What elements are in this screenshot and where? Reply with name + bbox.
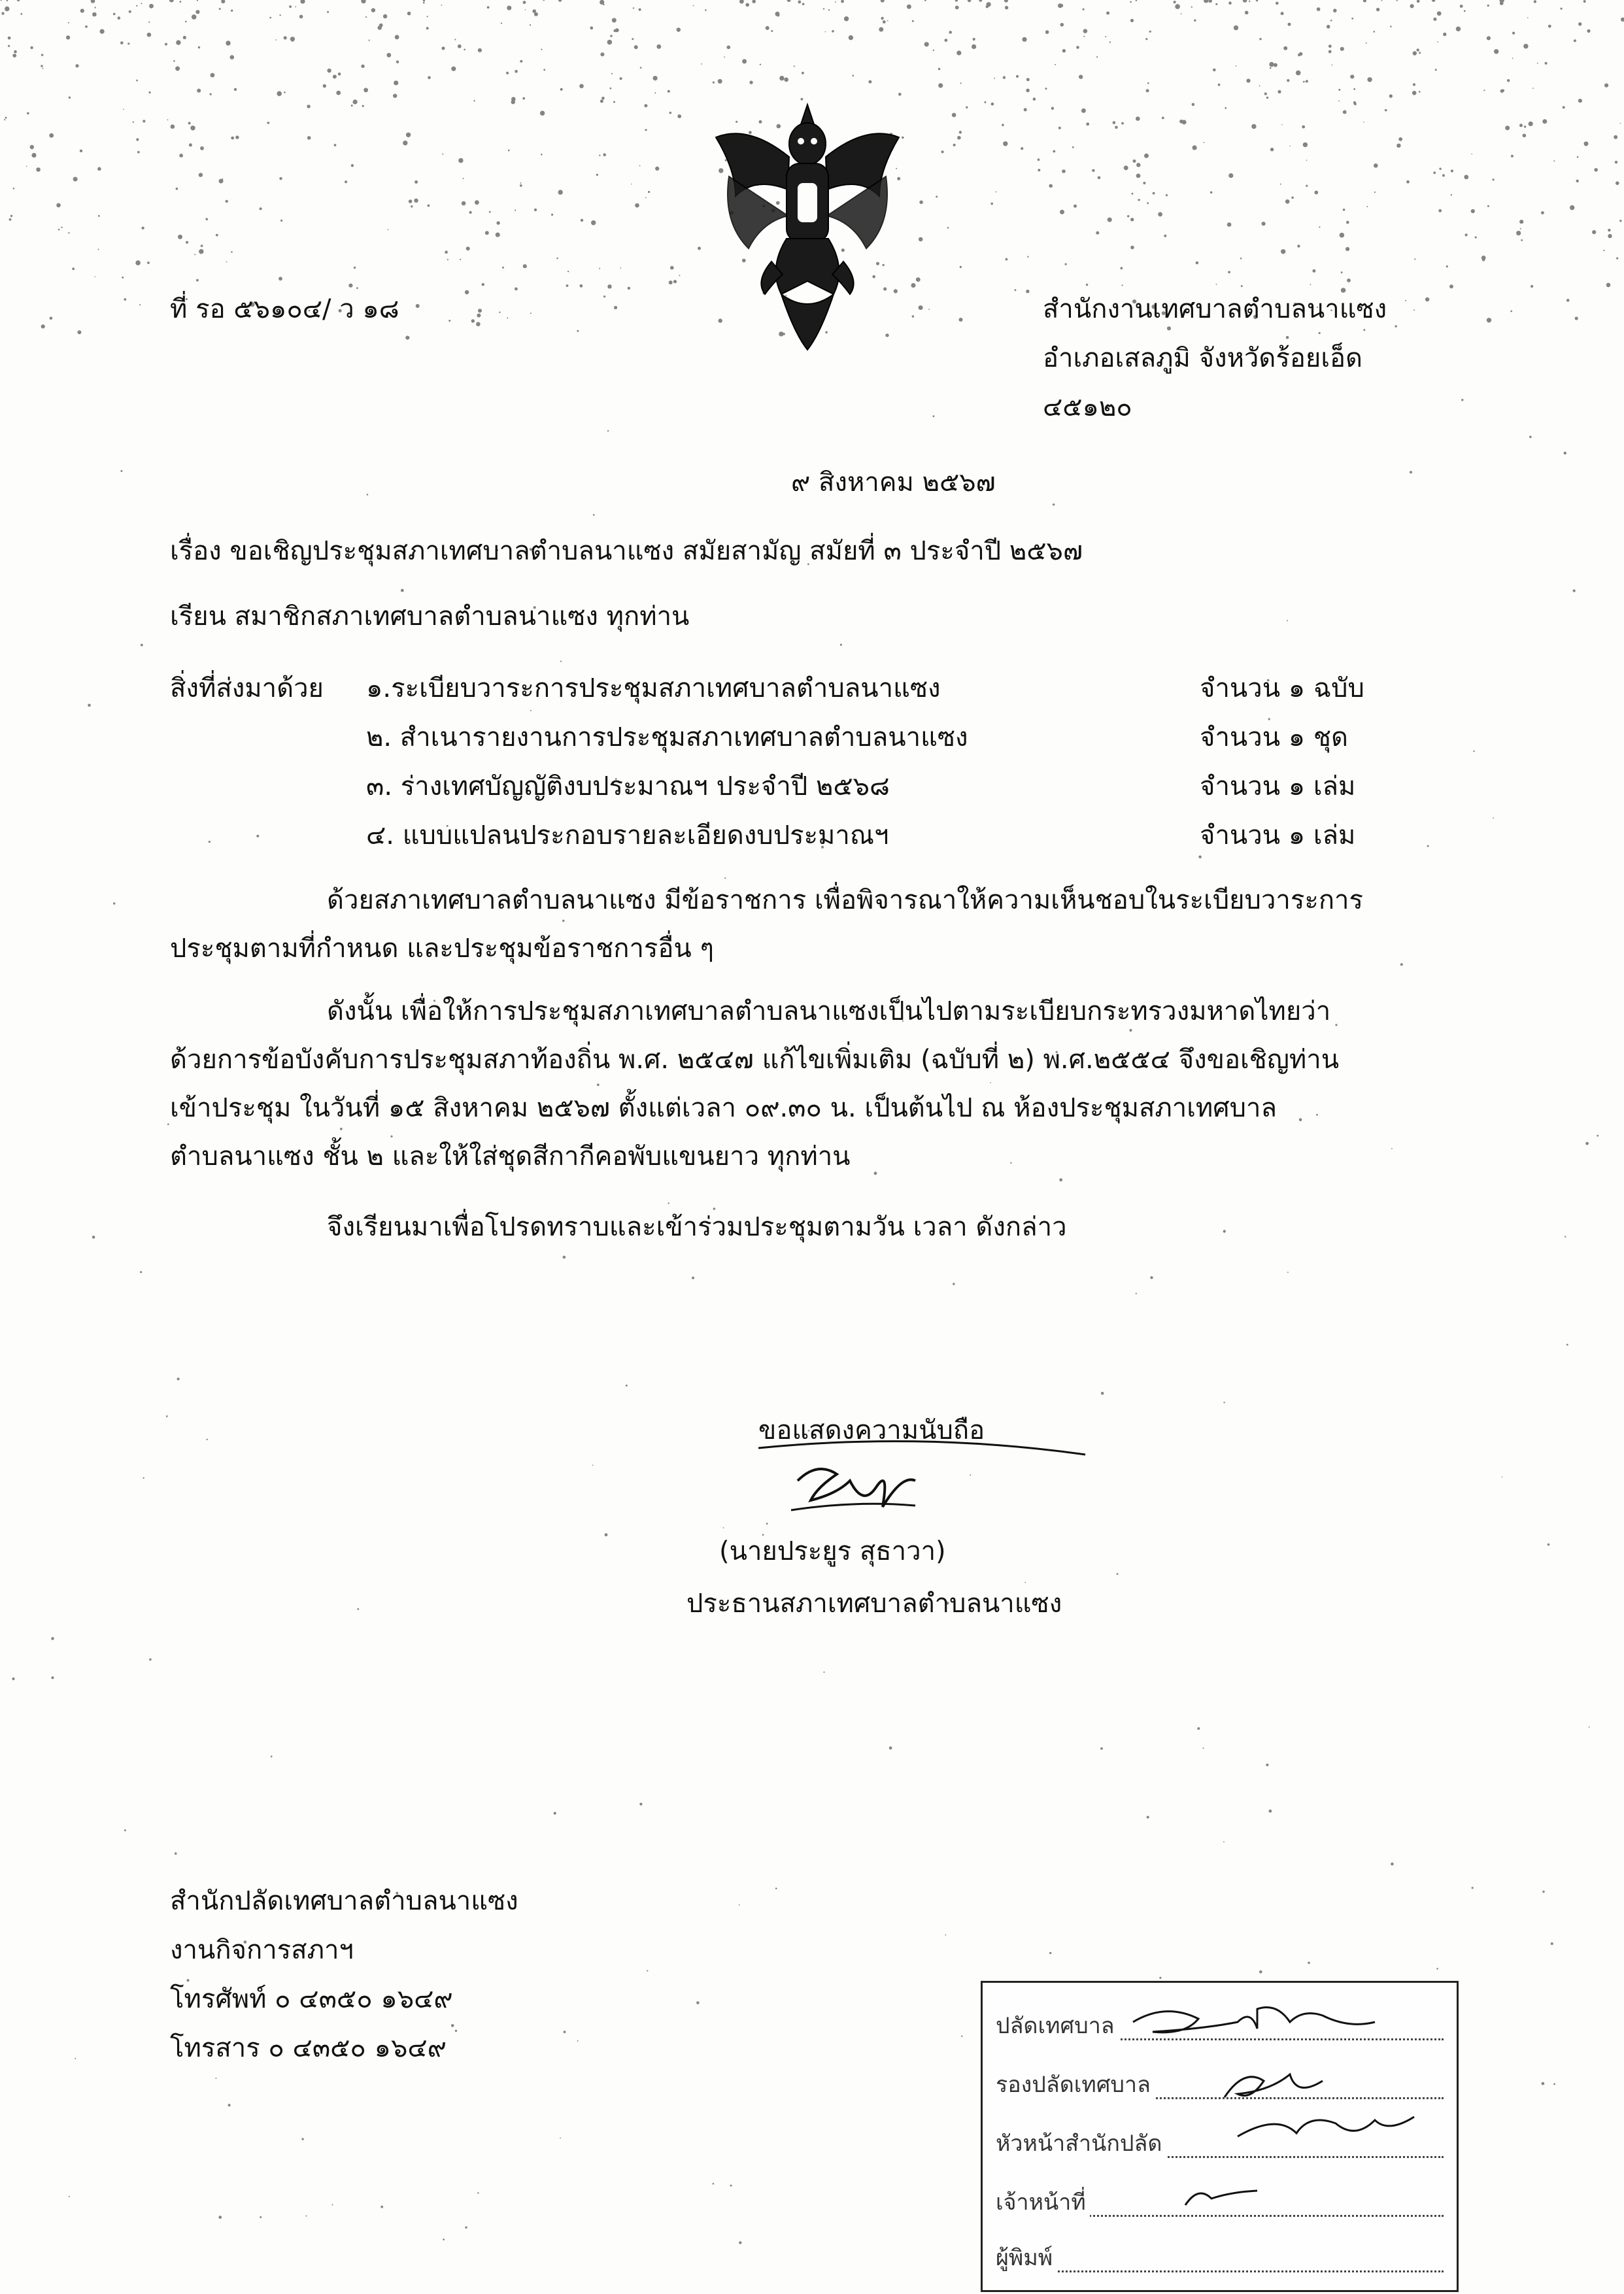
paragraph-line: ด้วยสภาเทศบาลตำบลนาแซง มีข้อราชการ เพื่อพิจารณาให้ความเห็นชอบในระเบียบวาระการ — [327, 885, 1363, 915]
footer-section: งานกิจการสภาฯ — [170, 1935, 354, 1965]
stamp-label: รองปลัดเทศบาล — [996, 2066, 1155, 2102]
body-paragraph-3 — [170, 1203, 1412, 1251]
enclosure-qty: จำนวน ๑ ฉบับ — [1200, 673, 1364, 703]
enclosure-row — [170, 716, 1399, 762]
enclosure-row — [170, 814, 1399, 860]
chairman-signature — [752, 1435, 1092, 1533]
enclosure-item: ๓. ร่างเทศบัญญัติงบประมาณฯ ประจำปี ๒๕๖๘ — [366, 771, 890, 801]
enclosure-item: ๔. แบบแปลนประกอบรายละเอียดงบประมาณฯ — [366, 820, 889, 851]
letter-date: ๙ สิงหาคม ๒๕๖๗ — [791, 467, 996, 498]
reference-number: ที่ รอ ๕๖๑๐๔/ ว ๑๘ — [170, 294, 399, 324]
garuda-emblem-icon — [709, 98, 905, 353]
approval-stamp — [981, 1981, 1459, 2292]
stamp-label: ปลัดเทศบาล — [996, 2008, 1119, 2043]
enclosure-lead: สิ่งที่ส่งมาด้วย — [170, 673, 324, 703]
enclosure-item: ๒. สำเนารายงานการประชุมสภาเทศบาลตำบลนาแซง — [366, 722, 968, 752]
paragraph-line: ตำบลนาแซง ชั้น ๒ และให้ใส่ชุดสีกากีคอพับแขนยาว ทุกท่าน — [170, 1141, 851, 1172]
stamp-label: ผู้พิมพ์ — [996, 2240, 1057, 2275]
enclosure-row — [170, 765, 1399, 811]
footer-office: สำนักปลัดเทศบาลตำบลนาแซง — [170, 1886, 518, 1916]
enclosure-row — [170, 667, 1399, 713]
office-postcode: ๔๕๑๒๐ — [1043, 392, 1132, 422]
stamp-signatures — [1126, 1983, 1453, 2218]
office-name: สำนักงานเทศบาลตำบลนาแซง — [1043, 294, 1387, 324]
enclosure-qty: จำนวน ๑ ชุด — [1200, 722, 1348, 752]
paragraph-line: ประชุมตามที่กำหนด และประชุมข้อราชการอื่น ๆ — [170, 934, 714, 964]
paragraph-line: ดังนั้น เพื่อให้การประชุมสภาเทศบาลตำบลนาแซงเป็นไปตามระเบียบกระทรวงมหาดไทยว่า — [327, 996, 1331, 1026]
office-district: อำเภอเสลภูมิ จังหวัดร้อยเอ็ด — [1043, 343, 1362, 373]
footer-phone: โทรศัพท์ ๐ ๔๓๕๐ ๑๖๔๙ — [170, 1984, 453, 2014]
stamp-label: เจ้าหน้าที่ — [996, 2184, 1090, 2219]
enclosure-qty: จำนวน ๑ เล่ม — [1200, 771, 1356, 801]
enclosure-qty: จำนวน ๑ เล่ม — [1200, 820, 1356, 851]
signer-position: ประธานสภาเทศบาลตำบลนาแซง — [686, 1589, 1062, 1619]
subject-line: เรื่อง ขอเชิญประชุมสภาเทศบาลตำบลนาแซง สมัยสามัญ สมัยที่ ๓ ประจำปี ๒๕๖๗ — [170, 536, 1083, 566]
paragraph-line: เข้าประชุม ในวันที่ ๑๕ สิงหาคม ๒๕๖๗ ตั้งแต่เวลา ๐๙.๓๐ น. เป็นต้นไป ณ ห้องประชุมสภาเทศบาล — [170, 1093, 1277, 1123]
paragraph-line: ด้วยการข้อบังคับการประชุมสภาท้องถิ่น พ.ศ. ๒๕๔๗ แก้ไขเพิ่มเติม (ฉบับที่ ๒) พ.ศ.๒๕๕๔ จึงขอเชิญท่าน — [170, 1045, 1340, 1075]
closing-regards: ขอแสดงความนับถือ — [758, 1415, 985, 1445]
enclosure-item: ๑.ระเบียบวาระการประชุมสภาเทศบาลตำบลนาแซง — [366, 673, 941, 703]
stamp-row — [996, 2228, 1444, 2280]
paragraph-line: จึงเรียนมาเพื่อโปรดทราบและเข้าร่วมประชุมตามวัน เวลา ดังกล่าว — [327, 1212, 1067, 1242]
salutation-line: เรียน สมาชิกสภาเทศบาลตำบลนาแซง ทุกท่าน — [170, 601, 690, 632]
body-paragraph-1 — [170, 876, 1412, 973]
footer-fax: โทรสาร ๐ ๔๓๕๐ ๑๖๔๙ — [170, 2033, 447, 2063]
stamp-label: หัวหน้าสำนักปลัด — [996, 2125, 1166, 2161]
body-paragraph-2 — [170, 987, 1412, 1181]
signer-name: (นายประยูร สุธาวา) — [719, 1536, 946, 1566]
